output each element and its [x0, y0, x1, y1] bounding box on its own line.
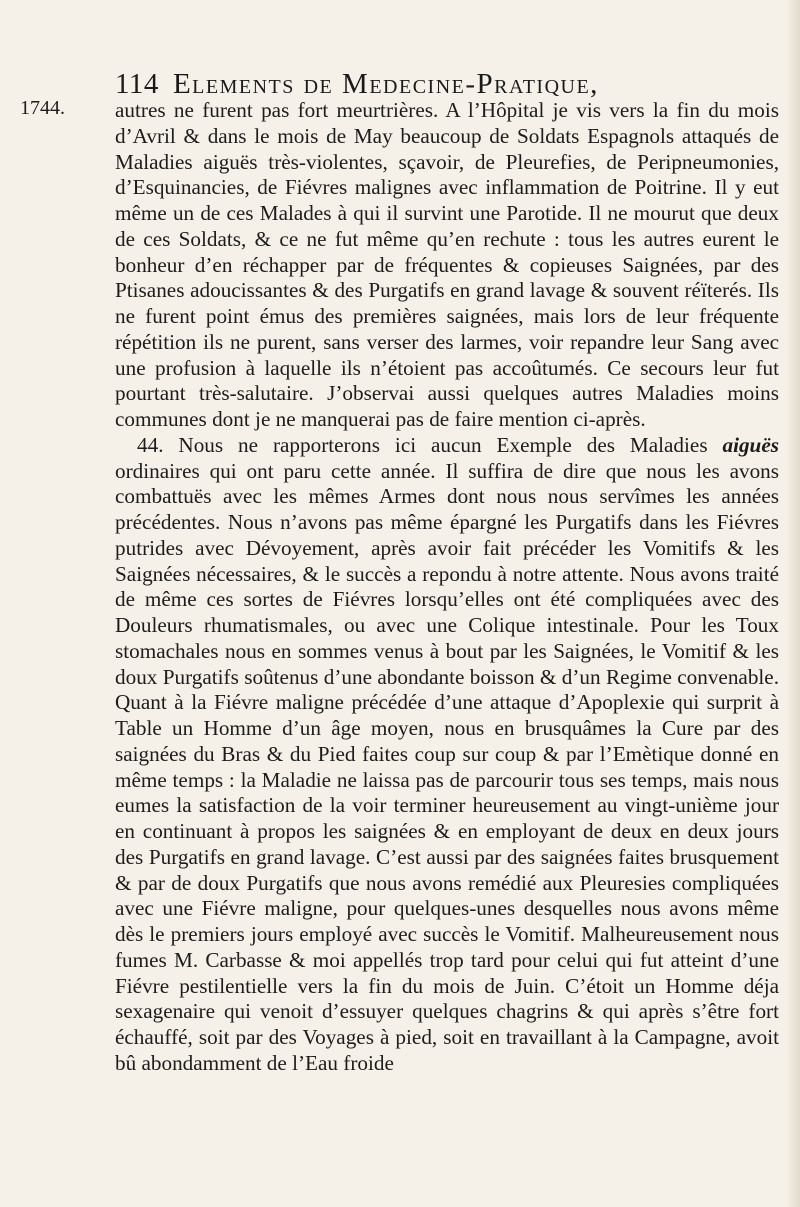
running-header — [115, 68, 771, 101]
paragraph-44-start: 44. Nous ne rapporterons ici aucun Exemple des Maladies — [137, 432, 723, 457]
body-text — [115, 98, 779, 1077]
margin-year-note: 1744. — [20, 97, 65, 119]
page-number: 114 — [115, 68, 159, 100]
page-edge-shadow — [786, 0, 800, 1207]
paragraph-44-rest: ordinaires qui ont paru cette année. Il suffira de dire que nous les avons combattuës avec les mêmes Armes dont nous nous servîmes les années précédentes. Nous n’avons pas même épargné les Purgatifs dans les Fiévres putrides avec Dévoyement, après avoir fait précéder les Vomitifs & les Saignées nécessaires, & le succès a repondu à notre attente. Nous avons traité de même ces sortes de Fiévres lorsqu’elles ont été compliquées avec des Douleurs rhumatismales, ou avec une Colique intestinale. Pour les Toux stomachales nous en sommes venus à bout par les Saignées, le Vomitif & les doux Purgatifs soûtenus d’une abondante boisson & d’un Regime convenable. Quant à la Fiévre maligne précédée d’une attaque d’Apoplexie qui surprit à Table un Homme d’un âge moyen, nous en brusquâmes la Cure par des saignées du Bras & du Pied faites coup sur coup & par l’Emètique donné en même temps : la Maladie ne laissa pas de parcourir tous ses temps, mais nous eumes la satisfaction de la voir terminer heureusement au vingt-unième jour en continuant à propos les saignées & en employant de deux en deux jours des Purgatifs en grand lavage. C’est aussi par des saignées faites brusquement & par de doux Purgatifs que nous avons remédié aux Pleuresies compliquées avec une Fiévre maligne, pour quelques-unes desquelles nous avons même dès le premiers jours employé avec succès le Vomitif. Malheureusement nous fumes M. Carbasse & moi appellés trop tard pour celui qui fut atteint d’une Fiévre pestilentielle vers la fin du mois de Juin. C’étoit un Homme déja sexagenaire qui venoit d’essuyer quelques chagrins & qui après s’être fort échauffé, soit par des Voyages à pied, soit en travaillant à la Campagne, avoit bû abondamment de l’Eau froide — [115, 458, 779, 1075]
paragraph-continuation: autres ne furent pas fort meurtrières. A l’Hôpital je vis vers la fin du mois d’Avril & dans le mois de May beaucoup de Soldats Espagnols attaqués de Maladies aiguës très-violentes, sçavoir, de Pleurefies, de Peripneumonies, d’Esquinancies, de Fiévres malignes avec inflammation de Poitrine. Il y eut même un de ces Malades à qui il survint une Parotide. Il ne mourut que deux de ces Soldats, & ce ne fut même qu’en rechute : tous les autres eurent le bonheur d’en réchapper par de fréquentes & copieuses Saignées, par des Ptisanes adoucissantes & des Purgatifs en grand lavage & souvent réïterés. Ils ne furent point émus des premières saignées, mais lors de leur fréquente répétition ils ne purent, sans verser des larmes, voir repandre leur Sang avec une profusion à laquelle ils n’étoient pas accoûtumés. Ce secours leur fut pourtant très-salutaire. J’observai aussi quelques autres Maladies moins communes dont je ne manquerai pas de faire mention ci-après. — [115, 98, 779, 431]
paragraph-44 — [115, 433, 779, 1077]
emphasized-word: aiguës — [722, 432, 779, 457]
running-title: Elements de Medecine-Pratique, — [172, 68, 599, 100]
